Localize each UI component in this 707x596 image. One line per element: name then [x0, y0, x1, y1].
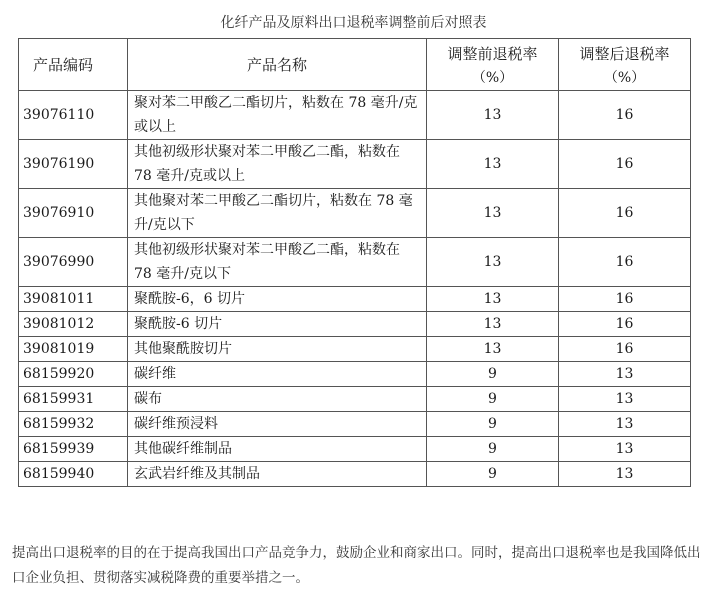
header-before-unit: （%）: [471, 69, 514, 86]
table-row: [19, 189, 691, 238]
cell-code: 68159940: [19, 462, 128, 487]
cell-before: 9: [427, 387, 559, 412]
cell-name: 玄武岩纤维及其制品: [128, 462, 427, 487]
cell-name: 其他碳纤维制品: [128, 437, 427, 462]
cell-after: 16: [559, 140, 691, 189]
table-header-row: [19, 39, 691, 91]
cell-name: 碳纤维: [128, 362, 427, 387]
header-name: 产品名称: [128, 39, 427, 91]
table-row: [19, 362, 691, 387]
cell-after: 16: [559, 238, 691, 287]
header-after-unit: （%）: [603, 69, 646, 86]
table-row: [19, 437, 691, 462]
cell-code: 39076190: [19, 140, 128, 189]
cell-after: 13: [559, 412, 691, 437]
table-title: 化纤产品及原料出口退税率调整前后对照表: [220, 15, 487, 31]
cell-after: 16: [559, 91, 691, 140]
cell-code: 39076110: [19, 91, 128, 140]
cell-after: 16: [559, 287, 691, 312]
cell-name: 碳纤维预浸料: [128, 412, 427, 437]
cell-name: 其他聚酰胺切片: [128, 337, 427, 362]
cell-code: 39076990: [19, 238, 128, 287]
cell-before: 13: [427, 91, 559, 140]
cell-code: 68159920: [19, 362, 128, 387]
cell-before: 9: [427, 412, 559, 437]
cell-before: 13: [427, 238, 559, 287]
table-row: [19, 140, 691, 189]
cell-code: 68159939: [19, 437, 128, 462]
table-row: [19, 412, 691, 437]
cell-after: 16: [559, 312, 691, 337]
cell-after: 13: [559, 387, 691, 412]
table-row: [19, 462, 691, 487]
cell-code: 39081011: [19, 287, 128, 312]
cell-before: 13: [427, 287, 559, 312]
table-row: [19, 337, 691, 362]
table-row: [19, 91, 691, 140]
cell-name: 聚酰胺-6，6 切片: [128, 287, 427, 312]
cell-after: 13: [559, 362, 691, 387]
cell-before: 13: [427, 312, 559, 337]
cell-before: 13: [427, 337, 559, 362]
table-row: [19, 387, 691, 412]
cell-name: 其他初级形状聚对苯二甲酸乙二酯，粘数在 78 毫升/克或以上: [128, 140, 427, 189]
cell-before: 9: [427, 437, 559, 462]
header-before-label: 调整前退税率: [447, 44, 538, 63]
header-after-label: 调整后退税率: [579, 44, 670, 63]
cell-after: 16: [559, 189, 691, 238]
cell-after: 13: [559, 462, 691, 487]
cell-name: 聚酰胺-6 切片: [128, 312, 427, 337]
cell-name: 碳布: [128, 387, 427, 412]
tax-rate-table: [18, 38, 691, 487]
explanation-paragraph: 提高出口退税率的目的在于提高我国出口产品竞争力，鼓励企业和商家出口。同时，提高出口退税率也是我国降低出口企业负担、贯彻落实减税降费的重要举措之一。: [12, 545, 701, 586]
cell-code: 39076910: [19, 189, 128, 238]
cell-name: 聚对苯二甲酸乙二酯切片，粘数在 78 毫升/克或以上: [128, 91, 427, 140]
cell-after: 16: [559, 337, 691, 362]
cell-name: 其他初级形状聚对苯二甲酸乙二酯，粘数在 78 毫升/克以下: [128, 238, 427, 287]
table-row: [19, 238, 691, 287]
cell-code: 68159931: [19, 387, 128, 412]
table-row: [19, 287, 691, 312]
header-after: [559, 39, 691, 91]
header-before: [427, 39, 559, 91]
cell-before: 9: [427, 362, 559, 387]
cell-before: 9: [427, 462, 559, 487]
cell-code: 39081012: [19, 312, 128, 337]
cell-code: 68159932: [19, 412, 128, 437]
table-row: [19, 312, 691, 337]
cell-before: 13: [427, 140, 559, 189]
cell-name: 其他聚对苯二甲酸乙二酯切片，粘数在 78 毫升/克以下: [128, 189, 427, 238]
cell-code: 39081019: [19, 337, 128, 362]
header-code: 产品编码: [19, 39, 128, 91]
cell-before: 13: [427, 189, 559, 238]
cell-after: 13: [559, 437, 691, 462]
